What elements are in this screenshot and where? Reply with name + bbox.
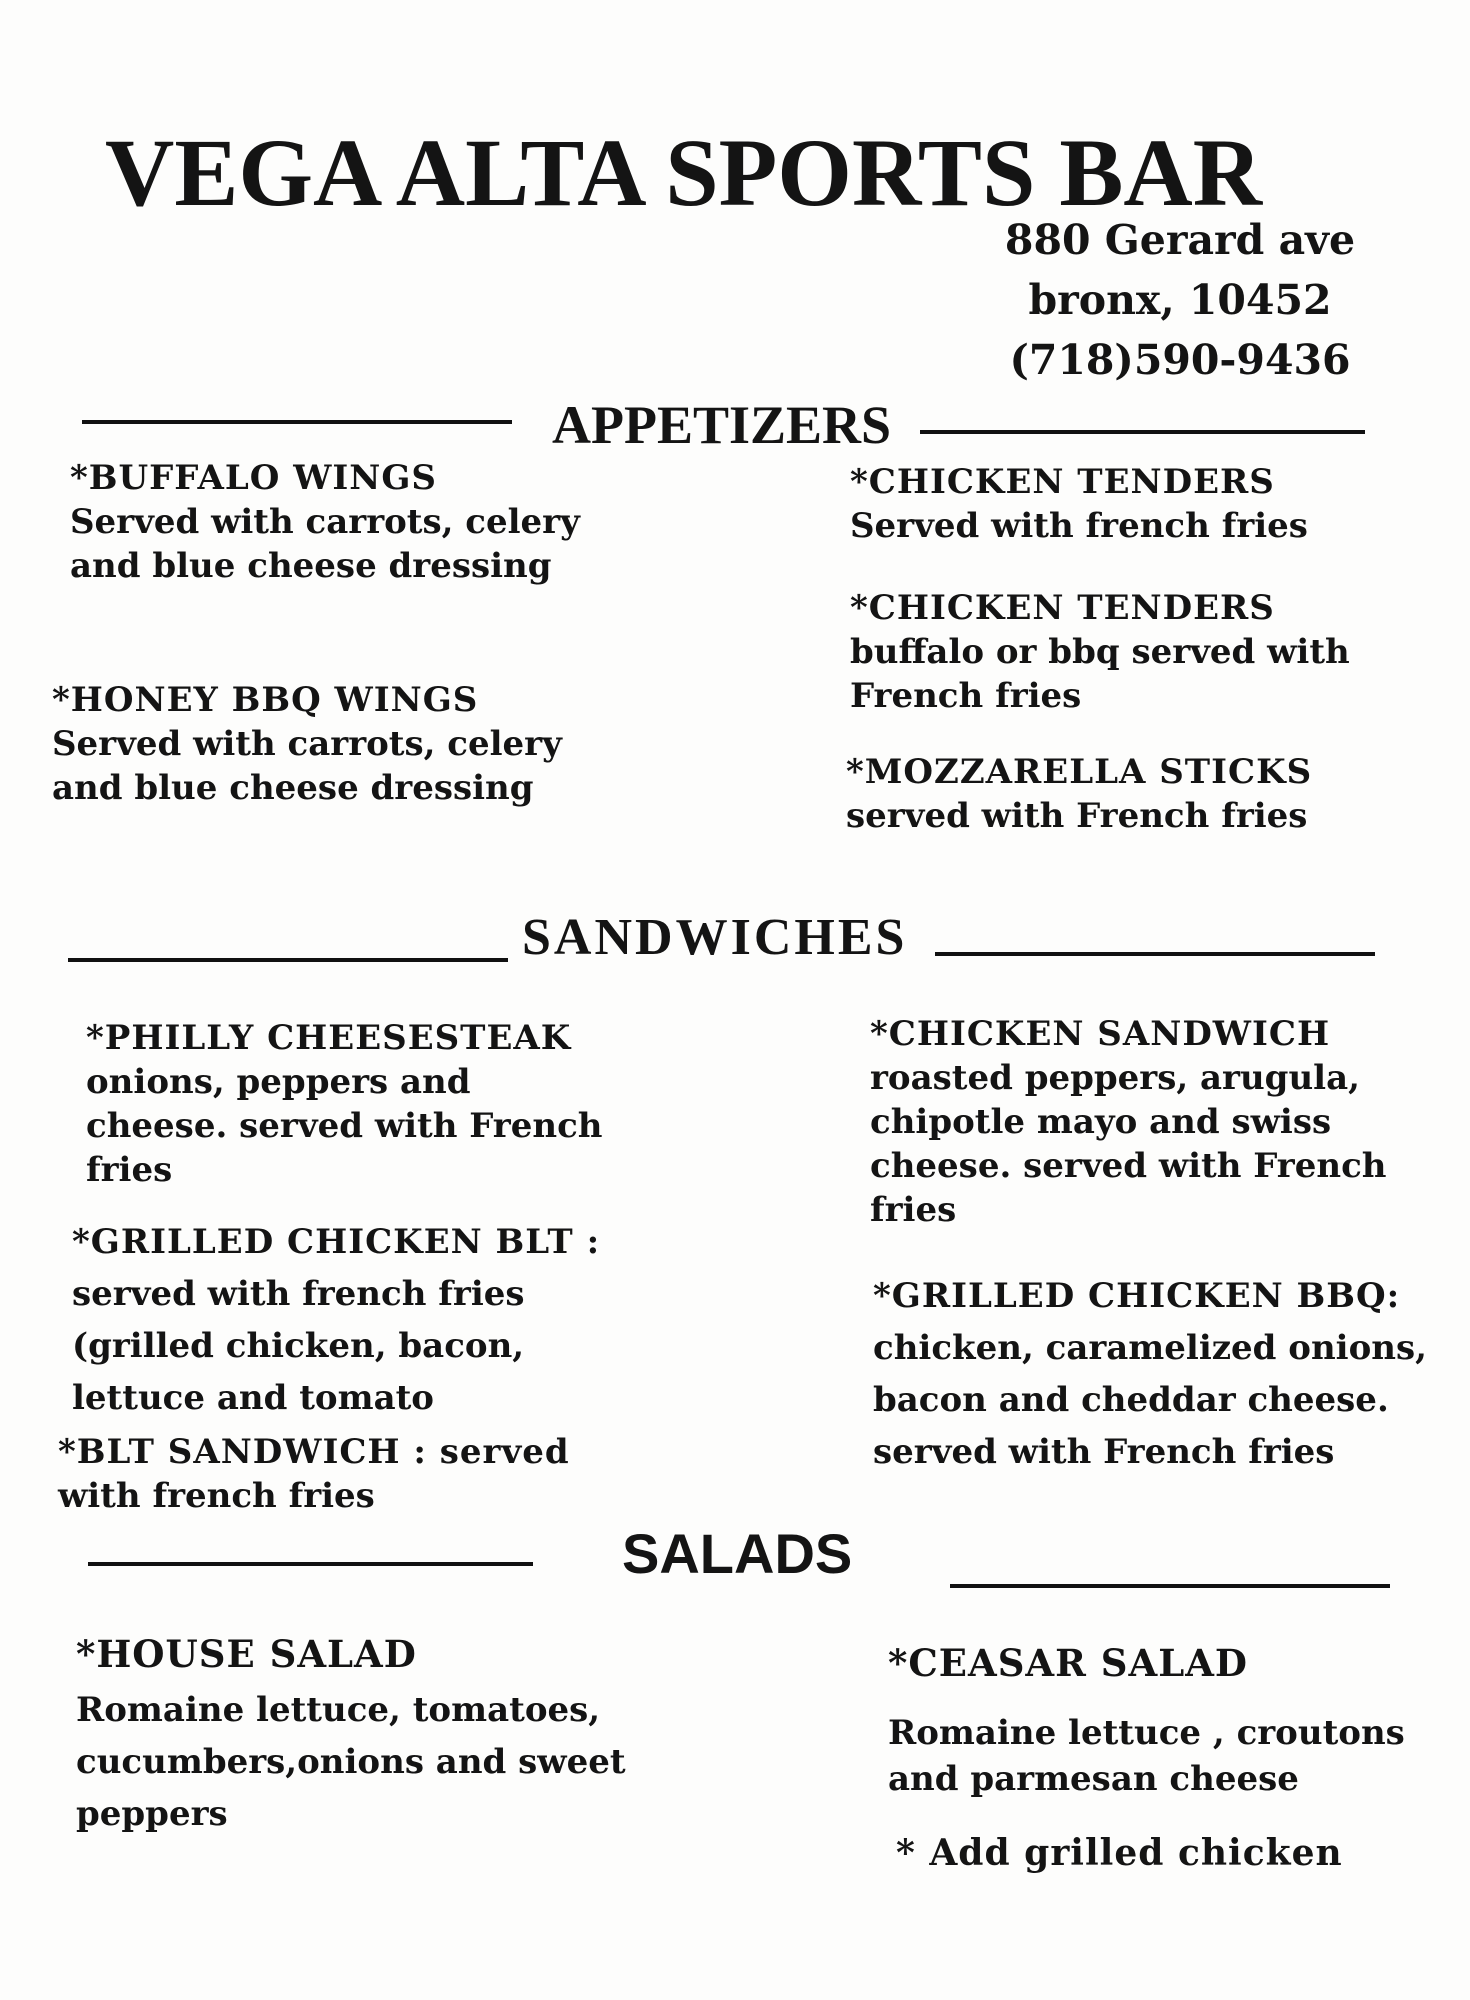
section-title-appetizers: APPETIZERS (552, 395, 892, 455)
restaurant-name: VEGA ALTA SPORTS BAR (105, 119, 1263, 226)
item-name: *BLT SANDWICH : served (58, 1432, 570, 1472)
item-name: *CHICKEN SANDWICH (870, 1014, 1331, 1054)
item-name: *PHILLY CHEESESTEAK (86, 1018, 572, 1058)
menu-item (72, 1216, 600, 1424)
item-description: with french fries (58, 1476, 375, 1516)
item-description: served with french fries (grilled chicken, bacon, lettuce and tomato (72, 1274, 525, 1418)
salad-addon: * Add grilled chicken (896, 1832, 1343, 1874)
item-name: *CHICKEN TENDERS (850, 588, 1275, 628)
menu-item (70, 456, 580, 588)
item-description: Served with french fries (850, 506, 1308, 546)
item-description: Served with carrots, celery and blue cheese dressing (52, 724, 562, 808)
item-name: *BUFFALO WINGS (70, 458, 437, 498)
section-title-sandwiches: SANDWICHES (522, 909, 908, 966)
menu-item (850, 460, 1308, 548)
item-name: *CHICKEN TENDERS (850, 462, 1275, 502)
item-description: roasted peppers, arugula, chipotle mayo and swiss cheese. served with French fries (870, 1058, 1387, 1230)
section-title-salads: SALADS (622, 1522, 853, 1585)
item-description: chicken, caramelized onions, bacon and cheddar cheese. served with French fries (873, 1328, 1427, 1472)
item-description: Romaine lettuce, tomatoes, cucumbers,onions and sweet peppers (76, 1690, 626, 1834)
section-divider (950, 1584, 1390, 1588)
item-name: *CEASAR SALAD (888, 1641, 1249, 1685)
menu-item (888, 1640, 1405, 1802)
item-description: Served with carrots, celery and blue cheese dressing (70, 502, 580, 586)
section-divider (82, 420, 512, 424)
item-name: *GRILLED CHICKEN BLT : (72, 1222, 601, 1262)
section-divider (88, 1562, 533, 1566)
item-description: Romaine lettuce , croutons and parmesan cheese (888, 1713, 1405, 1799)
address-street: 880 Gerard ave (1004, 216, 1356, 264)
item-name: *GRILLED CHICKEN BBQ: (873, 1276, 1401, 1316)
menu-item (846, 750, 1312, 838)
phone-number: (718)590-9436 (1009, 336, 1351, 384)
menu-item (850, 586, 1350, 718)
item-name: *MOZZARELLA STICKS (846, 752, 1313, 792)
item-name: *HONEY BBQ WINGS (52, 680, 479, 720)
restaurant-contact (960, 210, 1400, 390)
menu-item (870, 1012, 1387, 1232)
item-description: buffalo or bbq served with French fries (850, 632, 1350, 716)
menu-item (58, 1430, 570, 1518)
menu-item (52, 678, 562, 810)
section-divider (935, 952, 1375, 956)
menu-item (873, 1270, 1427, 1478)
menu-item (86, 1016, 603, 1192)
item-description: onions, peppers and cheese. served with French fries (86, 1062, 603, 1190)
item-name: *HOUSE SALAD (76, 1632, 417, 1676)
address-city-zip: bronx, 10452 (1028, 276, 1332, 324)
item-description: served with French fries (846, 796, 1308, 836)
section-divider (920, 430, 1365, 434)
section-divider (68, 958, 508, 962)
menu-item (76, 1628, 626, 1840)
